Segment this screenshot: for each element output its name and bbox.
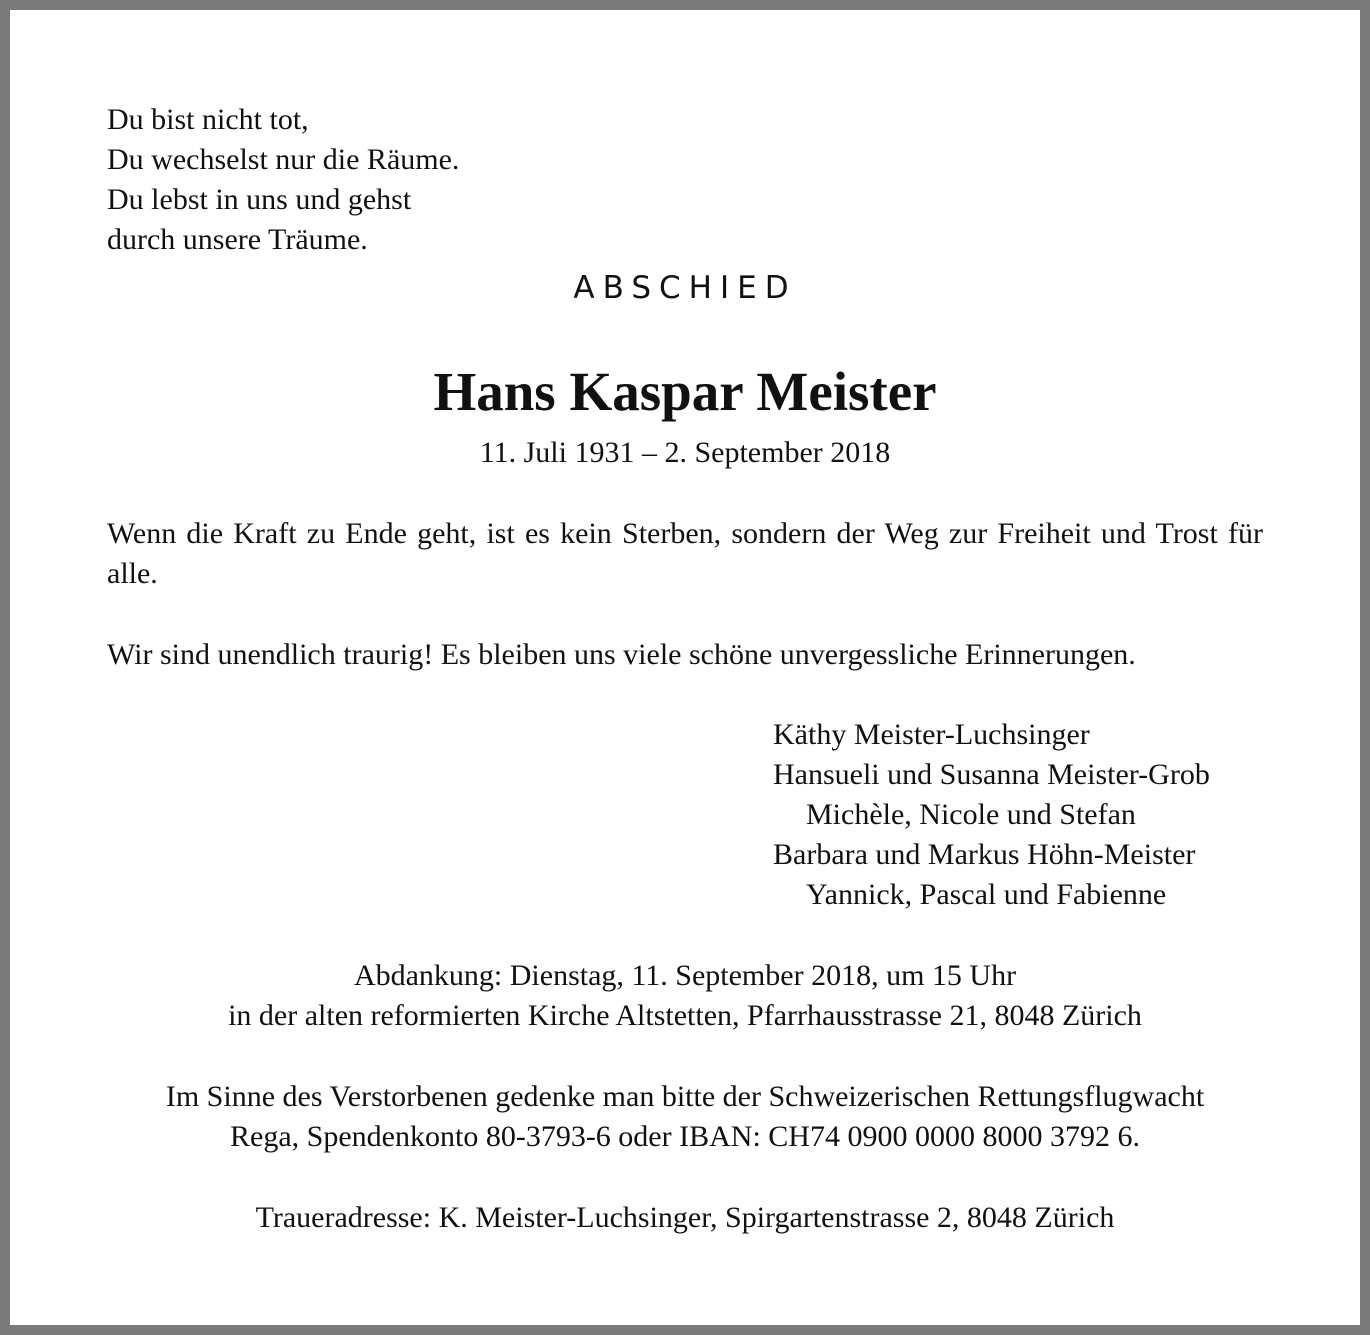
service-info xyxy=(10,956,1360,1036)
paragraph-memories: Wir sind unendlich traurig! Es bleiben uns viele schöne unvergessliche Erinnerungen. xyxy=(107,638,1136,671)
family-member: Käthy Meister-Luchsinger xyxy=(773,718,1090,751)
family-member: Hansueli und Susanna Meister-Grob xyxy=(773,758,1210,791)
deceased-name: Hans Kaspar Meister xyxy=(433,361,937,422)
poem-line: Du lebst in uns und gehst xyxy=(107,183,412,216)
poem-line: Du wechselst nur die Räume. xyxy=(107,143,460,176)
service-location: in der alten reformierten Kirche Altstetten, Pfarrhausstrasse 21, 8048 Zürich xyxy=(228,999,1142,1032)
donation-account: Rega, Spendenkonto 80-3793-6 oder IBAN: CH74 0900 0000 8000 3792 6. xyxy=(230,1120,1140,1153)
address-text: Traueradresse: K. Meister-Luchsinger, Spirgartenstrasse 2, 8048 Zürich xyxy=(255,1201,1115,1234)
family-grandchildren: Yannick, Pascal und Fabienne xyxy=(806,878,1167,911)
donation-text: Im Sinne des Verstorbenen gedenke man bitte der Schweizerischen Rettungsflugwacht xyxy=(165,1080,1205,1113)
mourning-address xyxy=(10,1198,1360,1238)
poem xyxy=(107,100,459,260)
service-date: Abdankung: Dienstag, 11. September 2018, um 15 Uhr xyxy=(353,959,1017,992)
paragraph-strength: Wenn die Kraft zu Ende geht, ist es kein Sterben, sondern der Weg zur Freiheit und Trost für alle. xyxy=(107,517,1263,590)
heading-abschied: ABSCHIED xyxy=(573,270,797,306)
family-member: Barbara und Markus Höhn-Meister xyxy=(773,838,1196,871)
family-grandchildren: Michèle, Nicole und Stefan xyxy=(806,798,1136,831)
poem-line: Du bist nicht tot, xyxy=(107,103,309,136)
donation-info xyxy=(10,1077,1360,1157)
poem-line: durch unsere Träume. xyxy=(107,223,368,256)
obituary-page xyxy=(10,10,1360,1325)
family-list xyxy=(773,715,1210,915)
life-dates: 11. Juli 1931 – 2. September 2018 xyxy=(479,436,891,469)
